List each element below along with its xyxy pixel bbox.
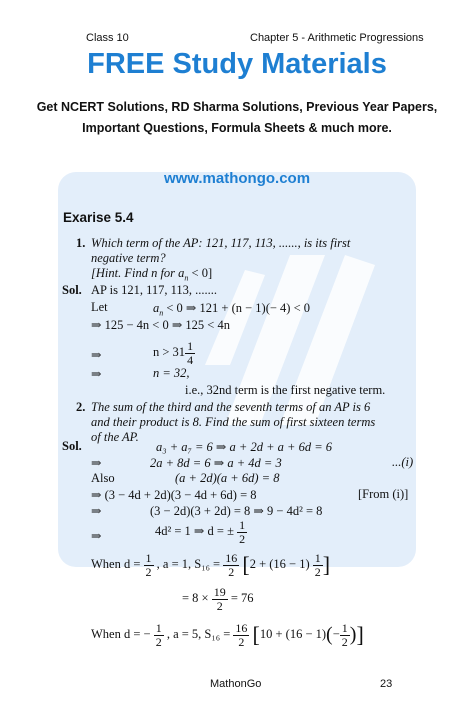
q1-text-line-2: negative term? bbox=[91, 251, 166, 265]
sol2-implies-6: ⇒ bbox=[91, 529, 102, 543]
sol2-line-5: (3 − 2d)(3 + 2d) = 8 ⇒ 9 − 4d² = 8 bbox=[150, 504, 323, 518]
when1-half-den: 2 bbox=[314, 564, 321, 579]
when-d-positive bbox=[91, 552, 330, 578]
page-title: FREE Study Materials bbox=[87, 48, 387, 80]
when1-half-num: 1 bbox=[314, 551, 321, 565]
when2-16-num: 16 bbox=[235, 621, 248, 635]
when2-half-num: 1 bbox=[341, 621, 348, 635]
sol2-from-i: [From (i)] bbox=[358, 487, 409, 501]
q1-hint-text: [Hint. Find n for a bbox=[91, 266, 185, 280]
q1-number: 1. bbox=[76, 236, 86, 250]
sol1-implies-4: ⇒ bbox=[91, 348, 102, 362]
when2-bracket-open: [ bbox=[252, 622, 260, 648]
sol1-line-2 bbox=[153, 300, 310, 318]
sol2-line-3: (a + 2d)(a + 6d) = 8 bbox=[175, 471, 280, 485]
q2-text-line-3: of the AP. bbox=[91, 430, 139, 444]
sol1-let: Let bbox=[91, 300, 108, 314]
sol1-line-4 bbox=[153, 340, 195, 366]
sol1-an: a bbox=[153, 301, 160, 315]
sol1-fraction bbox=[185, 340, 195, 366]
q2-text-line-1: The sum of the third and the seventh terms of an AP is 6 bbox=[91, 400, 371, 414]
when2-d-frac bbox=[154, 622, 164, 648]
q1-hint-sub: n bbox=[184, 273, 189, 283]
when1-bracket-open: [ bbox=[242, 552, 250, 578]
q1-text-line-1: Which term of the AP: 121, 117, 113, ......, is its first bbox=[91, 236, 351, 250]
sol2-d-value: 4d² = 1 ⇒ d = ± bbox=[155, 523, 234, 538]
when1-bracket-close: ] bbox=[322, 552, 331, 578]
sol2-line-2: 2a + 8d = 6 ⇒ a + 4d = 3 bbox=[150, 456, 282, 470]
when1-times: = 8 × bbox=[182, 590, 209, 605]
sol1-implies-5: ⇒ bbox=[91, 367, 102, 381]
when1-half bbox=[313, 552, 323, 578]
when1-16-2 bbox=[223, 552, 239, 578]
when1-result bbox=[182, 586, 254, 612]
when2-paren-open: ( bbox=[326, 623, 333, 646]
when1-19-2 bbox=[212, 586, 228, 612]
page-number: 23 bbox=[380, 678, 393, 690]
sol2-line-4: ⇒ (3 − 4d + 2d)(3 − 4d + 6d) = 8 bbox=[91, 488, 257, 502]
when1-d-frac bbox=[144, 552, 154, 578]
when1-16-den: 2 bbox=[228, 564, 235, 579]
sol2-implies-2: ⇒ bbox=[91, 456, 102, 470]
sol2-implies-5: ⇒ bbox=[91, 504, 102, 518]
sol1-line-1: AP is 121, 117, 113, ....... bbox=[91, 283, 218, 297]
sol1-line-5: n = 32, bbox=[153, 366, 190, 380]
q1-hint bbox=[91, 266, 212, 283]
footer-brand: MathonGo bbox=[210, 678, 262, 690]
when2-paren-close: ) bbox=[349, 623, 357, 646]
sol2-d-den: 2 bbox=[239, 531, 246, 546]
when1-label: When d = bbox=[91, 556, 141, 571]
banner-line-2: Important Questions, Formula Sheets & much more. bbox=[82, 121, 392, 135]
sol1-label: Sol. bbox=[62, 283, 82, 297]
sol1-an-sub: n bbox=[159, 308, 164, 318]
when1-d-den: 2 bbox=[145, 564, 152, 579]
sol2-d-fraction bbox=[237, 519, 247, 545]
sol1-frac-num: 1 bbox=[187, 339, 194, 353]
when2-label: When d = − bbox=[91, 626, 151, 641]
when2-d-den: 2 bbox=[155, 634, 162, 649]
q2-number: 2. bbox=[76, 400, 86, 414]
sol1-conclusion: i.e., 32nd term is the first negative term. bbox=[185, 383, 386, 397]
sol2-line-1: a₃ + a₇ = 6 ⇒ a + 2d + a + 6d = 6 bbox=[156, 440, 333, 454]
when2-16-2 bbox=[233, 622, 249, 648]
website-link[interactable]: www.mathongo.com bbox=[163, 170, 311, 187]
sol1-frac-den: 4 bbox=[187, 352, 194, 367]
sol2-d-num: 1 bbox=[239, 518, 246, 532]
when1-76: = 76 bbox=[230, 590, 254, 605]
sol2-line-6 bbox=[155, 519, 247, 545]
exercise-heading: Exarise 5.4 bbox=[63, 210, 134, 225]
when1-16-num: 16 bbox=[225, 551, 238, 565]
when2-bracket-close: ] bbox=[356, 622, 364, 648]
when1-inner: 2 + (16 − 1) bbox=[249, 556, 310, 571]
sol2-also: Also bbox=[91, 471, 115, 485]
when2-half bbox=[340, 622, 350, 648]
when2-inner: 10 + (16 − 1) bbox=[259, 626, 327, 641]
when1-d-num: 1 bbox=[145, 551, 152, 565]
sol1-line-3: ⇒ 125 − 4n < 0 ⇒ 125 < 4n bbox=[91, 318, 230, 332]
when2-a-s16: , a = 5, S₁₆ = bbox=[166, 626, 231, 641]
when2-16-den: 2 bbox=[238, 634, 245, 649]
header-chapter: Chapter 5 - Arithmetic Progressions bbox=[250, 32, 424, 44]
when1-19-num: 19 bbox=[213, 585, 226, 599]
sol2-ref-i: ...(i) bbox=[392, 455, 414, 469]
sol1-n-gt: n > 31 bbox=[153, 344, 186, 359]
when1-a-s16: , a = 1, S₁₆ = bbox=[156, 556, 221, 571]
when-d-negative: When d = − $\frac{1}{2}$ , a = 5, S₁₆ = $\frac{16}{2}$ [10 + (16 − 1)(− $\frac{1}{2}$ )] bbox=[91, 621, 364, 649]
when1-19-den: 2 bbox=[216, 598, 223, 613]
q2-text-line-2: and their product is 8. Find the sum of first sixteen terms bbox=[91, 415, 376, 429]
q1-hint-end: < 0] bbox=[188, 266, 213, 280]
when2-d-num: 1 bbox=[155, 621, 162, 635]
header-class: Class 10 bbox=[86, 32, 129, 44]
banner-line-1: Get NCERT Solutions, RD Sharma Solutions, Previous Year Papers, bbox=[36, 100, 438, 114]
when2-half-den: 2 bbox=[341, 634, 348, 649]
sol1-inequality: < 0 ⇒ 121 + (n − 1)(− 4) < 0 bbox=[163, 301, 310, 315]
sol2-label: Sol. bbox=[62, 439, 82, 453]
